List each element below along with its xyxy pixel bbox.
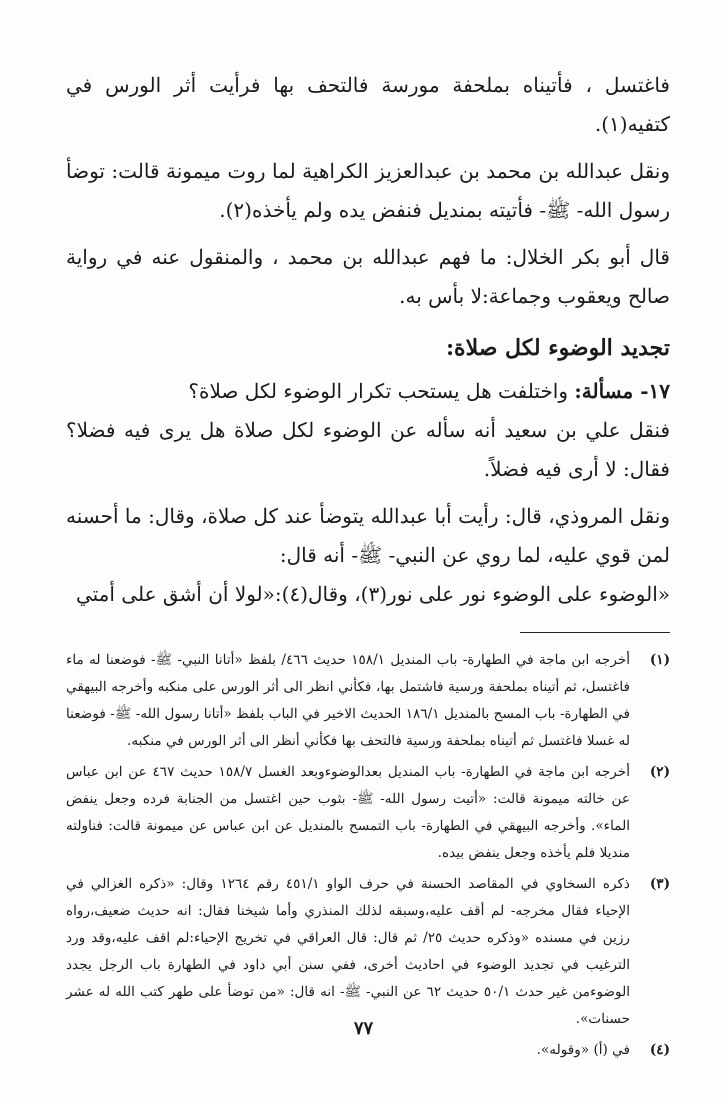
footnote-text: ذكره السخاوي في المقاصد الحسنة في حرف الواو ٤٥١/١ رقم ١٢٦٤ وقال: «ذكره الغزالي في الإحياء فقال مخرجه- لم أقف عليه،وسبقه لذلك المنذري وأما شيخنا فقال: انه حديث ضعيف،رواه رزين في مسنده «وذكره حديث ٢٥/ ثم قال: قال العراقي في تخريج الإحياء:لم اقف عليه،وقد ورد الترغيب في تجديد الوضوء في احاديث أخرى، ففي سنن أبي داود في الطهارة باب الرجل يجدد الوضوءمن غير حدث ٥٠/١ حديث ٦٢ عن النبي- ﷺ- انه قال: «من توضأ على طهر كتب الله له عشر حسنات». [66,876,630,1027]
paragraph-3: قال أبو بكر الخلال: ما فهم عبدالله بن محمد ، والمنقول عنه في رواية صالح ويعقوب وجماعة:لا بأس به. [66,245,670,308]
paragraph-4: فنقل علي بن سعيد أنه سأله عن الوضوء لكل صلاة هل يرى فيه فضلا؟ فقال: لا أرى فيه فضلاً. [66,418,670,481]
paragraph-2: ونقل عبدالله بن محمد بن عبدالعزيز الكراهية لما روت ميمونة قالت: توضأ رسول الله- ﷺ- فأتيته بمنديل فنفض يده ولم يأخذه(٢). [66,159,670,222]
footnote-separator [520,632,670,633]
question-17 [66,372,670,411]
paragraph-6: «الوضوء على الوضوء نور على نور(٣)، وقال(٤):«لولا أن أشق على أمتي [75,582,670,606]
paragraph-1: فاغتسل ، فأتيناه بملحفة مورسة فالتحف بها فرأيت أثر الورس في كتفيه(١). [66,73,670,136]
footnote-2 [66,759,670,867]
footnote-text: أخرجه ابن ماجة في الطهارة- باب المنديل ١٥٨/١ حديث ٤٦٦/ بلفظ «أتانا النبي- ﷺ- فوضعنا له ماء فاغتسل، ثم أتيناه بملحفة ورسية فاشتمل بها، فكأني انظر الى أثر الورس على منكبه وأخرجه البيهقي في الطهارة- باب المسح بالمنديل ١٨٦/١ الحديث الاخير في الباب بلفظ «أتانا رسول الله- ﷺ- فوضعنا له غسلا فاغتسل ثم أتيناه بملحفة ورسية فالتحف بها فكأني أنظر الى أثر الورس في منكبه. [66,652,631,749]
footnote-text: في (أ) «وقوله». [536,1042,630,1058]
footnote-4 [66,1037,670,1064]
question-number: ١٧- مسألة: [574,379,670,403]
page-body [66,66,670,1068]
footnote-number: (٢) [649,764,670,780]
footnotes [66,647,670,1064]
footnote-number: (٤) [649,1042,670,1058]
footnote-number: (٣) [649,876,670,892]
page-number: ٧٧ [353,1018,374,1039]
footnote-1 [66,647,670,755]
section-heading: تجديد الوضوء لكل صلاة: [445,335,670,361]
footnote-number: (١) [649,652,670,668]
footnote-3 [66,871,670,1033]
question-text: واختلفت هل يستحب تكرار الوضوء لكل صلاة؟ [188,379,575,403]
paragraph-5: ونقل المروذي، قال: رأيت أبا عبدالله يتوضأ عند كل صلاة، وقال: ما أحسنه لمن قوي عليه، لما روي عن النبي- ﷺ- أنه قال: [66,504,670,567]
main-text [66,66,670,614]
footnote-text: أخرجه ابن ماجة في الطهارة- باب المنديل بعدالوضوءوبعد الغسل ١٥٨/٧ حديث ٤٦٧ عن ابن عباس عن خالته ميمونة قالت: «أتيت رسول الله- ﷺ- بثوب حين اغتسل من الجنابة فرده وجعل ينفض الماء». وأخرجه البيهقي في الطهارة- باب التمسح بالمنديل عن ابن عباس عن ميمونة قالت: فناولته منديلا فلم يأخذه وجعل ينفض بيده. [66,764,630,861]
